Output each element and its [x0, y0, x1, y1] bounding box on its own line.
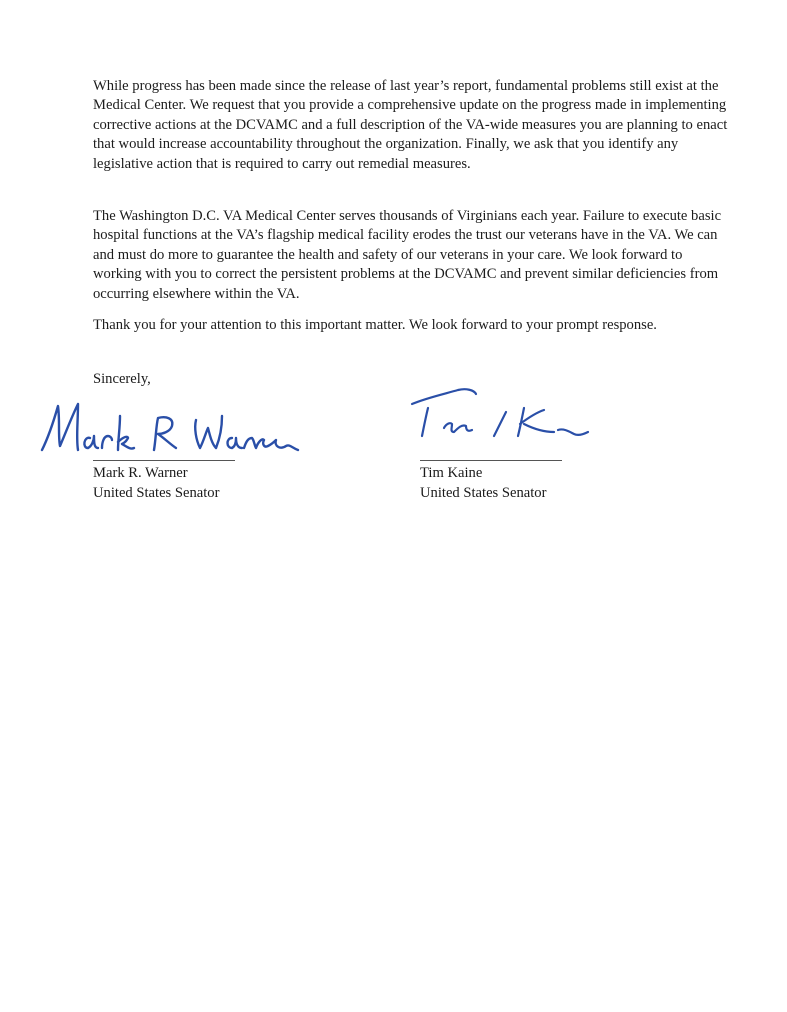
paragraph-thank-you: Thank you for your attention to this important matter. We look forward to your prompt response.: [93, 317, 657, 333]
signatory-title: United States Senator: [93, 484, 220, 501]
signatory-name: Mark R. Warner: [93, 465, 188, 481]
signatory-name: Tim Kaine: [420, 465, 483, 481]
warner-signature: [36, 398, 306, 460]
signature-line: [420, 460, 562, 461]
kaine-signature: [398, 372, 598, 452]
closing-sincerely: Sincerely,: [93, 371, 151, 387]
paragraph-medical-center: The Washington D.C. VA Medical Center serves thousands of Virginians each year. Failure to execute basic hospital functions at the VA’s flagship medical facility erodes the trust our veterans have in the VA. We can and must do more to guarantee the health and safety of our veterans in your care. We look forward to working with you to correct the persistent problems at the DCVAMC and prevent similar deficiencies from occurring elsewhere within the VA.: [93, 208, 722, 302]
signatory-title: United States Senator: [420, 484, 547, 501]
signature-block-warner: [93, 460, 235, 503]
signature-line: [93, 460, 235, 461]
signature-block-kaine: [420, 460, 562, 503]
paragraph-progress: While progress has been made since the release of last year’s report, fundamental problems still exist at the Medical Center. We request that you provide a comprehensive update on the progress made in implementing corrective actions at the DCVAMC and a full description of the VA-wide measures you are planning to enact that would increase accountability throughout the organization. Finally, we ask that you identify any legislative action that is required to carry out remedial measures.: [93, 78, 728, 172]
